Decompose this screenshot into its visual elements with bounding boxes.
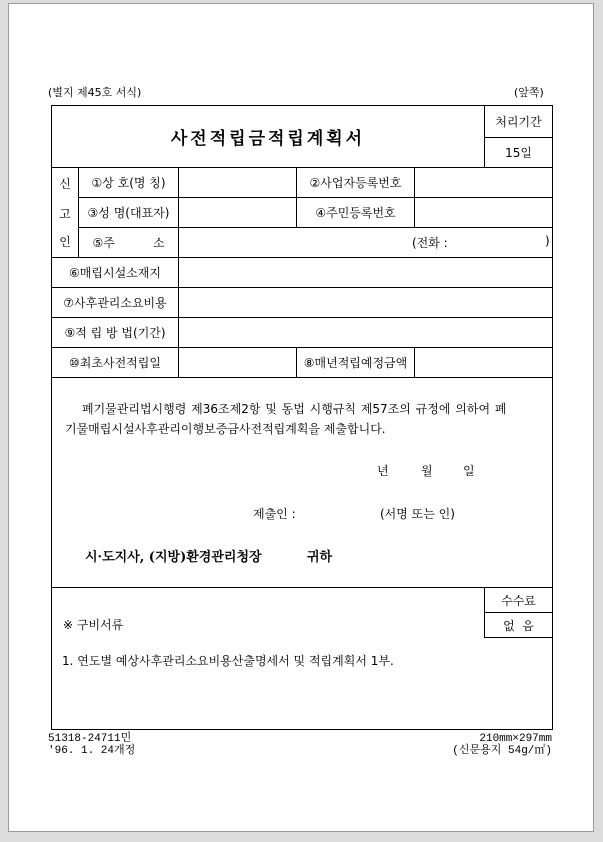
processing-period-value: 15일 [505,146,532,160]
landfill-location-field[interactable] [179,258,552,287]
phone-label: (전화 : [412,236,448,250]
signature-hint: (서명 또는 인) [380,507,455,521]
revision-date: '96. 1. 24개정 [48,745,136,757]
paper-size: 210mm×297mm [479,733,552,745]
trade-name-field[interactable] [179,168,296,197]
date-year-label: 년 [377,464,389,478]
applicant-group-char-1: 신 [59,176,71,191]
aftercare-cost-field[interactable] [179,288,552,317]
date-day-label: 일 [463,464,475,478]
annual-savings-amount-field[interactable] [415,348,552,377]
fee-value: 없 음 [503,618,534,633]
date-month-label: 월 [421,464,433,478]
paper-type: (신문용지 54g/㎡) [452,745,552,757]
annual-savings-amount-label: ⑧매년적립예정금액 [303,356,408,370]
representative-name-field[interactable] [179,198,296,227]
statement-line-2: 기물매립시설사후관리이행보증금사전적립계획을 제출합니다. [65,422,386,436]
aftercare-cost-label: ⑦사후관리소요비용 [63,296,167,310]
addressee-suffix: 귀하 [307,550,333,565]
applicant-group-char-3: 인 [59,234,71,249]
savings-method-field[interactable] [179,318,552,347]
first-savings-date-field[interactable] [179,348,296,377]
fee-label: 수수료 [501,593,536,608]
form-reference: (별지 제45호 서식) [48,86,142,99]
address-field[interactable] [179,228,409,257]
first-savings-date-label: ⑩최초사전적립일 [69,356,161,370]
trade-name-label: ①상 호(명 칭) [91,176,166,190]
applicant-group-char-2: 고 [59,206,71,221]
addressee: 시·도지사, (지방)환경관리청장 [85,550,262,565]
statement-line-1: 폐기물관리법시행령 제36조제2항 및 동법 시행규칙 제57조의 규정에 의하여 폐 [82,402,507,416]
submitter-label: 제출인 : [253,507,296,521]
business-registration-number-field[interactable] [415,168,552,197]
resident-registration-number-field[interactable] [415,198,552,227]
address-label: ⑤주 소 [92,236,165,250]
landfill-location-label: ⑥매립시설소재지 [69,266,161,280]
processing-period-label: 처리기간 [495,115,542,129]
page-side-label: (앞쪽) [514,86,544,99]
required-document-item: 1. 연도별 예상사후관리소요비용산출명세서 및 적립계획서 1부. [62,654,394,668]
savings-method-label: ⑨적 립 방 법(기간) [64,326,166,340]
phone-close-paren: ) [545,234,550,248]
resident-registration-number-label: ④주민등록번호 [315,206,396,220]
representative-name-label: ③성 명(대표자) [87,206,170,220]
form-code: 51318-24711민 [48,733,132,745]
required-documents-label: ※ 구비서류 [63,618,124,632]
business-registration-number-label: ②사업자등록번호 [309,176,402,190]
form-title: 사전적립금적립계획서 [170,129,366,149]
